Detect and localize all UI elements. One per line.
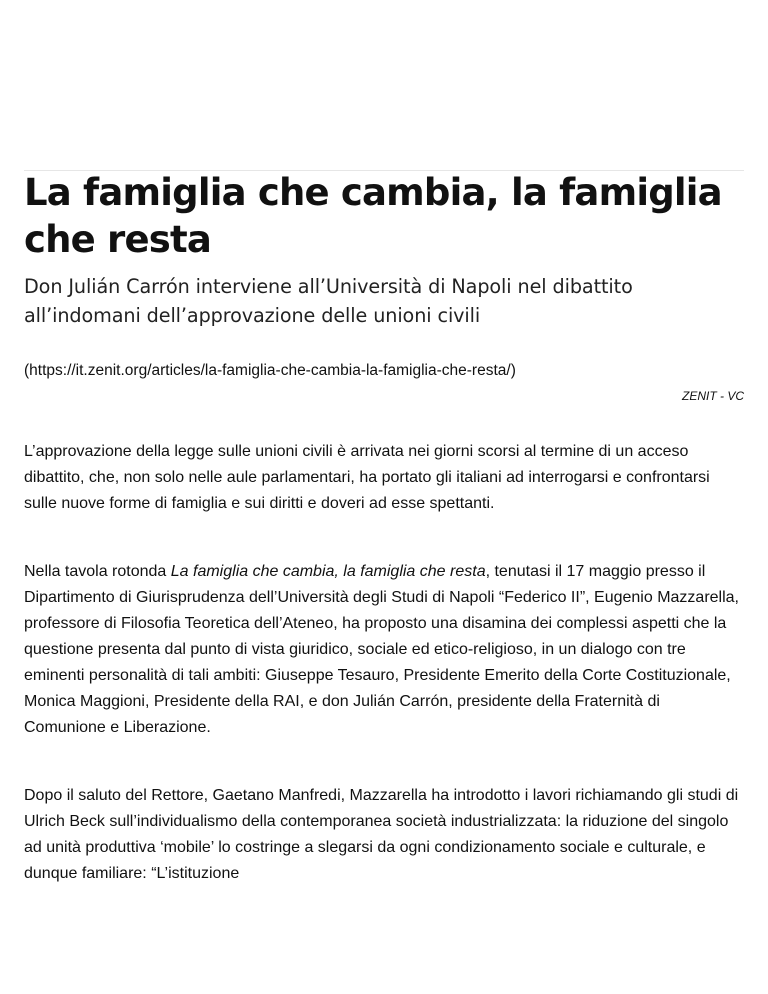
paragraph-1: L’approvazione della legge sulle unioni civili è arrivata nei giorni scorsi al termine di un acceso dibattito, che, non solo nelle aule parlamentari, ha portato gli italiani ad interrogarsi e confrontarsi sulle nuove forme di famiglia e sui diritti e doveri ad esse spettanti. bbox=[24, 443, 710, 512]
article-title: La famiglia che cambia, la famiglia che resta bbox=[24, 171, 722, 261]
paragraph-3: Dopo il saluto del Rettore, Gaetano Manfredi, Mazzarella ha introdotto i lavori richiamando gli studi di Ulrich Beck sull’individualismo della contemporanea società industrializzata: la riduzione del singolo ad unità produttiva ‘mobile’ lo costringe a slegarsi da ogni condizionamento sociale e culturale, e dunque familiare: “L’istituzione bbox=[24, 787, 739, 882]
paragraph-2 bbox=[24, 559, 744, 741]
article-subtitle: Don Julián Carrón interviene all’Università di Napoli nel dibattito all’indomani dell’approvazione delle unioni civili bbox=[24, 275, 633, 327]
article-byline: ZENIT - VC bbox=[682, 389, 744, 403]
event-title: La famiglia che cambia, la famiglia che resta bbox=[170, 563, 486, 580]
source-url: (https://it.zenit.org/articles/la-famiglia-che-cambia-la-famiglia-che-resta/) bbox=[24, 362, 516, 379]
paragraph-2-lead: Nella tavola rotonda bbox=[24, 563, 171, 580]
paragraph-2-rest: , tenutasi il 17 maggio presso il Dipartimento di Giurisprudenza dell’Università degli Studi di Napoli “Federico II”, Eugenio Mazzarella, professore di Filosofia Teoretica dell’Ateneo, ha proposto una disamina dei complessi aspetti che la questione presenta dal punto di vista giuridico, sociale ed etico-religioso, in un dialogo con tre eminenti personalità di tali ambiti: Giuseppe Tesauro, Presidente Emerito della Corte Costituzionale, Monica Maggioni, Presidente della RAI, e don Julián Carrón, presidente della Fraternità di Comunione e Liberazione. bbox=[24, 563, 739, 736]
